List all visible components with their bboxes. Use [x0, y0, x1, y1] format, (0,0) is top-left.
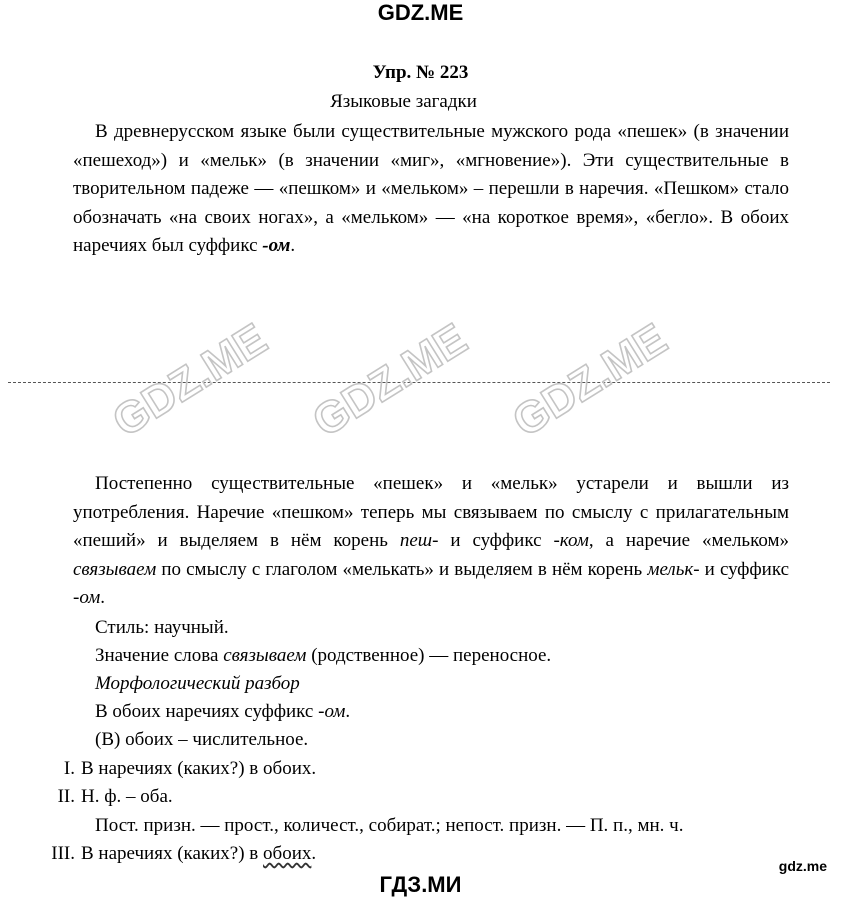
roman-3-text-a: В наречиях (каких?) в — [81, 843, 259, 864]
watermark-text: GDZ.ME — [104, 314, 276, 447]
paragraph-1-end: . — [290, 235, 296, 256]
roman-3-word: обоих — [263, 843, 312, 864]
root-pesh: пеш- — [399, 530, 439, 551]
roman-3-line — [47, 840, 316, 868]
roman-2-text: Н. ф. – оба. — [81, 786, 173, 807]
paragraph-2-text-i: и суффикс — [704, 558, 790, 580]
watermark-text: GDZ.ME — [504, 314, 676, 447]
paragraph-2-text-c: и суффикс — [450, 530, 542, 551]
paragraph-1-text: В древнерусском языке были существительные мужского рода «пешек» (в значении «пешеход») и «мельк» (в значении «миг», «мгновение»). Эти существительные в творительном падеже — «пешком» и «мельком» – перешли в наречия. «Пешком» стало обозначать «на своих ногах», а «мельком» — «на короткое время», «бегло». В обоих наречиях был суффикс — [73, 121, 789, 256]
exercise-title: Упр. № 223 — [372, 62, 469, 83]
post-line: Пост. призн. — прост., количест., собират.; непост. призн. — П. п., мн. ч. — [95, 815, 684, 836]
watermark-3 — [504, 314, 695, 447]
suffix-om-2: -ом — [73, 587, 101, 608]
paragraph-2-text-a: Постепенно существительные «пешек» и «мельк» устарели и вышли из употребления. Наречие «пешком» теперь мы связываем по смыслу с прилагательным «пеший» и выделяем в нём корень — [73, 473, 789, 551]
paragraph-2-text-e: , а наречие «мельком» — [588, 530, 790, 551]
roman-3: III. — [51, 843, 75, 864]
roman-2-line — [47, 783, 173, 811]
meaning-line — [95, 642, 551, 670]
style-line: Стиль: научный. — [95, 617, 229, 638]
roman-1-line — [47, 755, 316, 783]
suffix-om: -ом — [262, 235, 291, 256]
watermark-2 — [304, 314, 495, 447]
suffix-text-a: В обоих наречиях суффикс — [95, 701, 314, 722]
paragraph-2 — [73, 470, 789, 613]
meaning-text-a: Значение слова — [95, 645, 219, 666]
roman-3-end: . — [311, 843, 317, 864]
site-logo-corner: gdz.me — [778, 858, 827, 874]
site-logo-top: GDZ.ME — [377, 0, 464, 25]
meaning-word: связываем — [223, 645, 307, 666]
suffix-text-c: . — [345, 701, 351, 722]
root-melk: мельк- — [647, 558, 700, 580]
paragraph-2-text-g: по смыслу с глаголом «мелькать» и выделяем в нём корень — [161, 558, 643, 580]
watermark-1 — [104, 314, 295, 447]
meaning-text-c: (родственное) — переносное. — [311, 645, 552, 666]
suffix-kom: -ком — [553, 530, 589, 551]
roman-1: I. — [63, 758, 75, 779]
site-logo-bottom: ГДЗ.МИ — [379, 872, 462, 897]
roman-2: II. — [57, 786, 75, 807]
paragraph-1 — [73, 118, 789, 261]
word-svyazyvaem: связываем — [73, 558, 157, 580]
paragraph-2-end: . — [100, 587, 105, 608]
roman-1-text: В наречиях (каких?) в обоих. — [81, 758, 317, 779]
suffix-line — [95, 698, 350, 726]
exercise-subtitle: Языковые загадки — [330, 91, 477, 112]
morph-heading: Морфологический разбор — [95, 673, 300, 694]
b-line: (В) обоих – числительное. — [95, 729, 309, 750]
suffix-text-b: -ом — [318, 701, 346, 722]
watermark-text: GDZ.ME — [304, 314, 476, 447]
